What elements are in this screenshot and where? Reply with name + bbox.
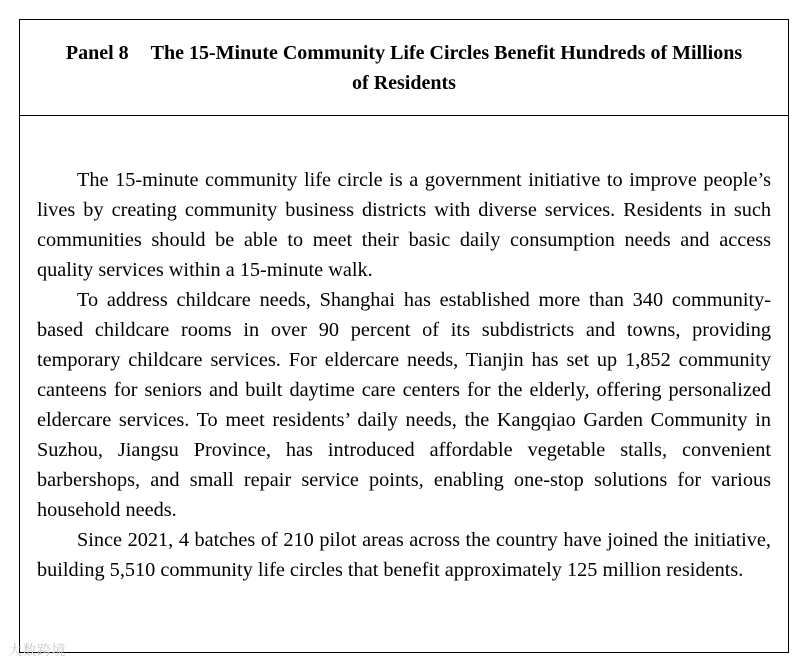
- panel-title: [60, 38, 748, 98]
- watermark: 大数跨境: [8, 643, 66, 659]
- panel-label: Panel 8: [65, 41, 129, 64]
- paragraph-examples: To address childcare needs, Shanghai has established more than 340 community-based childcare rooms in over 90 percent of its subdistricts and towns, providing temporary childcare services. For eldercare needs, Tianjin has set up 1,852 community canteens for seniors and built daytime care centers for the elderly, offering personalized eldercare services. To meet residents’ daily needs, the Kangqiao Garden Community in Suzhou, Jiangsu Province, has introduced affordable vegetable stalls, convenient barbershops, and small repair service points, enabling one-stop solutions for various household needs.: [37, 289, 771, 521]
- panel-box: [19, 19, 789, 653]
- panel-title-text: The 15-Minute Community Life Circles Benefit Hundreds of Millions of Residents: [150, 41, 743, 94]
- paragraph-progress: Since 2021, 4 batches of 210 pilot areas across the country have joined the initiative, building 5,510 community life circles that benefit approximately 125 million residents.: [37, 529, 771, 581]
- panel-body: [20, 116, 788, 585]
- panel-header: [20, 20, 788, 116]
- paragraph-intro: The 15-minute community life circle is a government initiative to improve people’s lives by creating community business districts with diverse services. Residents in such communities should be able to meet their basic daily consumption needs and access quality services within a 15-minute walk.: [37, 169, 771, 281]
